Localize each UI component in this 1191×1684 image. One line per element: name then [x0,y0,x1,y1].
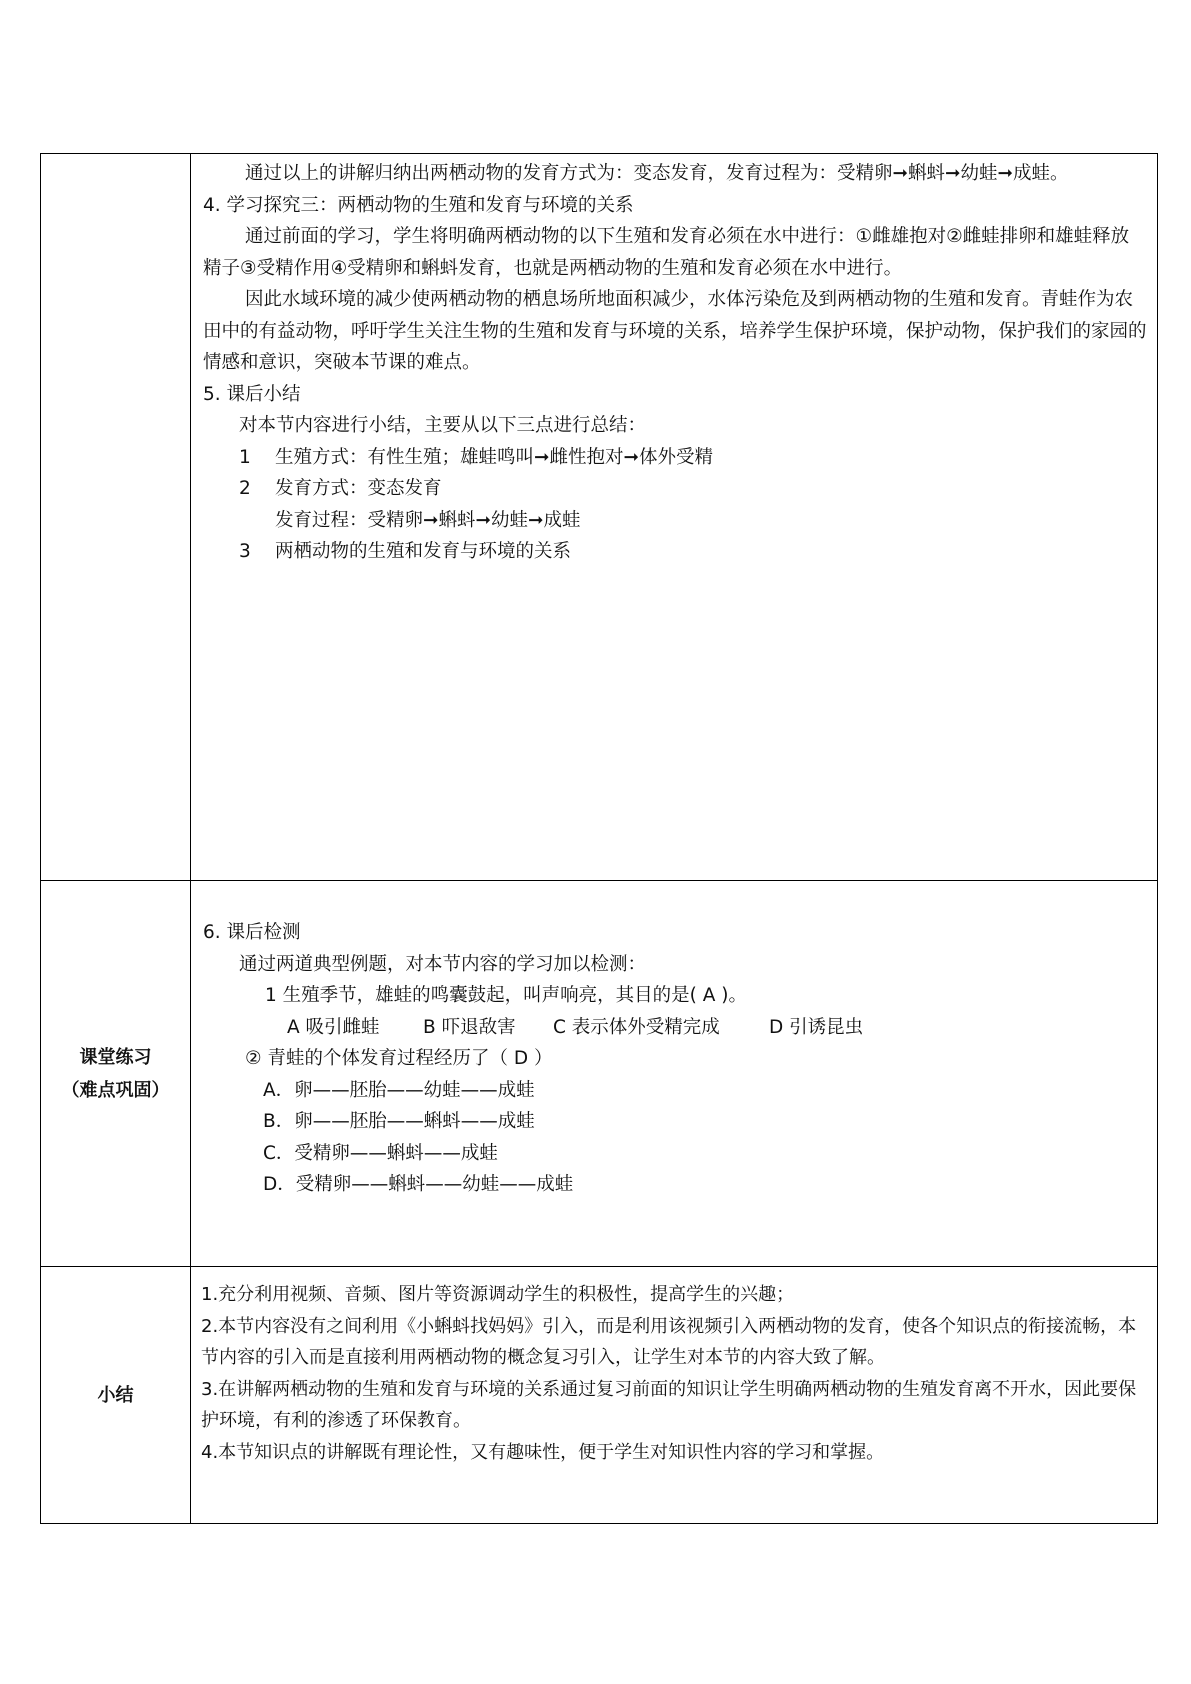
summary-point-number: 1 [239,446,251,468]
section-5-title: 5. 课后小结 [203,383,301,405]
question-2-option: B．卵——胚胎——蝌蚪——成蛙 [263,1111,535,1132]
section-4-title: 4. 学习探究三：两栖动物的生殖和发育与环境的关系 [203,194,634,216]
exercise-intro: 通过两道典型例题，对本节内容的学习加以检测： [239,953,647,975]
section-4-paragraph-2: 因此水域环境的减少使两栖动物的栖息场所地面积减少，水体污染危及到两栖动物的生殖和发育。青蛙作为农田中的有益动物，呼吁学生关注生物的生殖和发育与环境的关系，培养学生保护环境，保护动物，保护我们的家园的情感和意识，突破本节课的难点。 [203,289,1147,373]
summary-point [203,473,1147,505]
summary-label: 小结 [41,1267,191,1524]
summary-item: 3.在讲解两栖动物的生殖和发育与环境的关系通过复习前面的知识让学生明确两栖动物的生殖发育离不开水，因此要保护环境，有利的渗透了环保教育。 [201,1378,1137,1431]
question-2-option: A．卵——胚胎——幼蛙——成蛙 [263,1079,535,1101]
classroom-exercise-label [41,881,191,1267]
summary-point-number: 3 [239,541,251,562]
classroom-exercise-label-line-2: （难点巩固） [61,1079,170,1101]
lesson-plan-sheet [40,153,1157,1524]
question-2-option: D．受精卵——蝌蚪——幼蛙——成蛙 [263,1174,574,1195]
summary-point-text: 发育过程：受精卵➞蝌蚪➞幼蛙➞成蛙 [275,509,581,531]
summary-point-text: 生殖方式：有性生殖；雄蛙鸣叫➞雌性抱对➞体外受精 [275,446,714,468]
question-1-option: C 表示体外受精完成 [553,1016,720,1038]
summary-content [191,1267,1158,1524]
section-5-intro: 对本节内容进行小结，主要从以下三点进行总结： [239,415,647,436]
classroom-exercise-content [191,881,1158,1267]
question-2: ② 青蛙的个体发育过程经历了（ D ） [245,1048,553,1069]
development-conclusion: 通过以上的讲解归纳出两栖动物的发育方式为：变态发育，发育过程为：受精卵➞蝌蚪➞幼蛙➞成蛙。 [245,163,1069,184]
question-2-option: C．受精卵——蝌蚪——成蛙 [263,1142,498,1164]
summary-point [203,536,1147,568]
question-1-option: A 吸引雌蛙 [287,1016,380,1038]
summary-point-text: 两栖动物的生殖和发育与环境的关系 [275,541,572,562]
classroom-exercise-row [41,881,1158,1267]
teaching-process-row [41,154,1158,881]
summary-point-number: 2 [239,478,251,499]
summary-row [41,1267,1158,1524]
classroom-exercise-label-line-1: 课堂练习 [79,1046,152,1068]
summary-item: 4.本节知识点的讲解既有理论性，又有趣味性，便于学生对知识性内容的学习和掌握。 [201,1441,885,1463]
teaching-process-content [191,154,1158,881]
question-1-options [203,1012,1147,1044]
lesson-plan-table [40,153,1158,1524]
summary-point [203,505,1147,537]
teaching-process-label [41,154,191,881]
question-1-option: B 吓退敌害 [423,1016,516,1038]
summary-point [203,442,1147,474]
summary-item: 1.充分利用视频、音频、图片等资源调动学生的积极性，提高学生的兴趣； [201,1284,795,1305]
summary-point-text: 发育方式：变态发育 [275,478,442,499]
question-1-option: D 引诱昆虫 [769,1016,864,1038]
exercise-title: 6. 课后检测 [203,922,301,943]
section-4-paragraph-1: 通过前面的学习，学生将明确两栖动物的以下生殖和发育必须在水中进行：①雌雄抱对②雌蛙排卵和雄蛙释放精子③受精作用④受精卵和蝌蚪发育，也就是两栖动物的生殖和发育必须在水中进行。 [203,226,1130,279]
question-1: 1 生殖季节，雄蛙的鸣囊鼓起，叫声响亮，其目的是( A )。 [265,985,748,1006]
summary-item: 2.本节内容没有之间利用《小蝌蚪找妈妈》引入，而是利用该视频引入两栖动物的发育，使各个知识点的衔接流畅，本节内容的引入而是直接利用两栖动物的概念复习引入，让学生对本节的内容大致了解。 [201,1315,1137,1368]
